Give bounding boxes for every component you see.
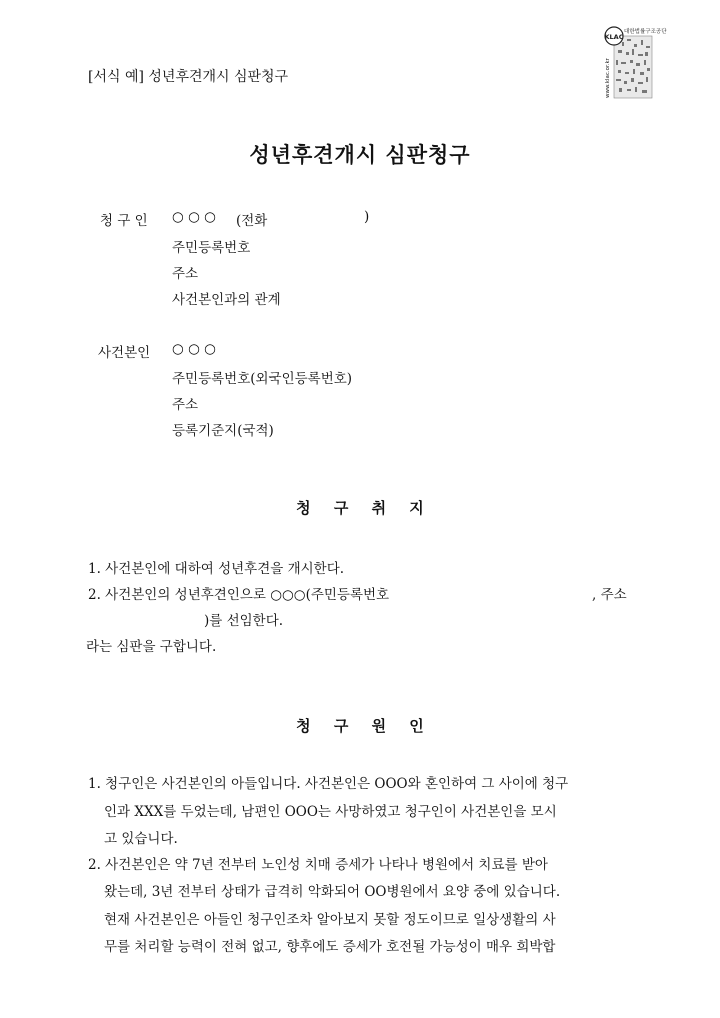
form-label: [서식 예] 성년후견개시 심판청구 bbox=[88, 69, 289, 85]
cause-paragraph-2-line-3: 현재 사건본인은 아들인 청구인조차 알아보지 못할 정도이므로 일상생활의 사 bbox=[104, 912, 556, 928]
purpose-heading: 청 구 취 지 bbox=[296, 499, 424, 517]
cause-paragraph-2-line-2: 왔는데, 3년 전부터 상태가 급격히 악화되어 OO병원에서 요양 중에 있습니다. bbox=[104, 884, 561, 900]
principal-id-number: 주민등록번호(외국인등록번호) bbox=[172, 371, 353, 387]
principal-label: 사건본인 bbox=[98, 345, 151, 361]
purpose-item-2-c: )를 선임한다. bbox=[204, 613, 284, 629]
petitioner-phone-close: ) bbox=[364, 209, 370, 225]
page-title: 성년후견개시 심판청구 bbox=[249, 142, 471, 167]
petitioner-phone-open: (전화 bbox=[236, 213, 268, 229]
purpose-item-1: 1. 사건본인에 대하여 성년후견을 개시한다. bbox=[88, 561, 345, 577]
stamp-url-text: www.klac.or.kr bbox=[605, 58, 611, 98]
purpose-closing: 라는 심판을 구합니다. bbox=[86, 639, 217, 655]
purpose-item-2-b: , 주소 bbox=[592, 587, 627, 603]
stamp-logo-text: KLAC bbox=[604, 33, 624, 41]
stamp-org-text: 대한법률구조공단 bbox=[624, 29, 667, 35]
klac-stamp bbox=[600, 22, 667, 100]
principal-address: 주소 bbox=[172, 397, 199, 413]
petitioner-name: ○ ○ ○ bbox=[172, 209, 216, 225]
petitioner-relation: 사건본인과의 관계 bbox=[172, 292, 281, 308]
purpose-item-2-a: 2. 사건본인의 성년후견인으로 ○○○(주민등록번호 bbox=[88, 587, 390, 603]
principal-name: ○ ○ ○ bbox=[172, 341, 216, 357]
principal-registry: 등록기준지(국적) bbox=[172, 423, 274, 439]
cause-paragraph-1-line-1: 1. 청구인은 사건본인의 아들입니다. 사건본인은 OOO와 혼인하여 그 사이에 청구 bbox=[88, 776, 569, 792]
petitioner-label: 청 구 인 bbox=[100, 213, 148, 229]
cause-heading: 청 구 원 인 bbox=[296, 717, 424, 735]
cause-paragraph-2-line-1: 2. 사건본인은 약 7년 전부터 노인성 치매 증세가 나타나 병원에서 치료를 받아 bbox=[88, 857, 548, 873]
petitioner-address: 주소 bbox=[172, 266, 199, 282]
petitioner-id-number: 주민등록번호 bbox=[172, 240, 251, 256]
cause-paragraph-1-line-3: 고 있습니다. bbox=[104, 831, 178, 847]
cause-paragraph-1-line-2: 인과 XXX를 두었는데, 남편인 OOO는 사망하였고 청구인이 사건본인을 모시 bbox=[104, 804, 557, 820]
cause-paragraph-2-line-4: 무를 처리할 능력이 전혀 없고, 향후에도 증세가 호전될 가능성이 매우 희박합 bbox=[104, 939, 556, 955]
